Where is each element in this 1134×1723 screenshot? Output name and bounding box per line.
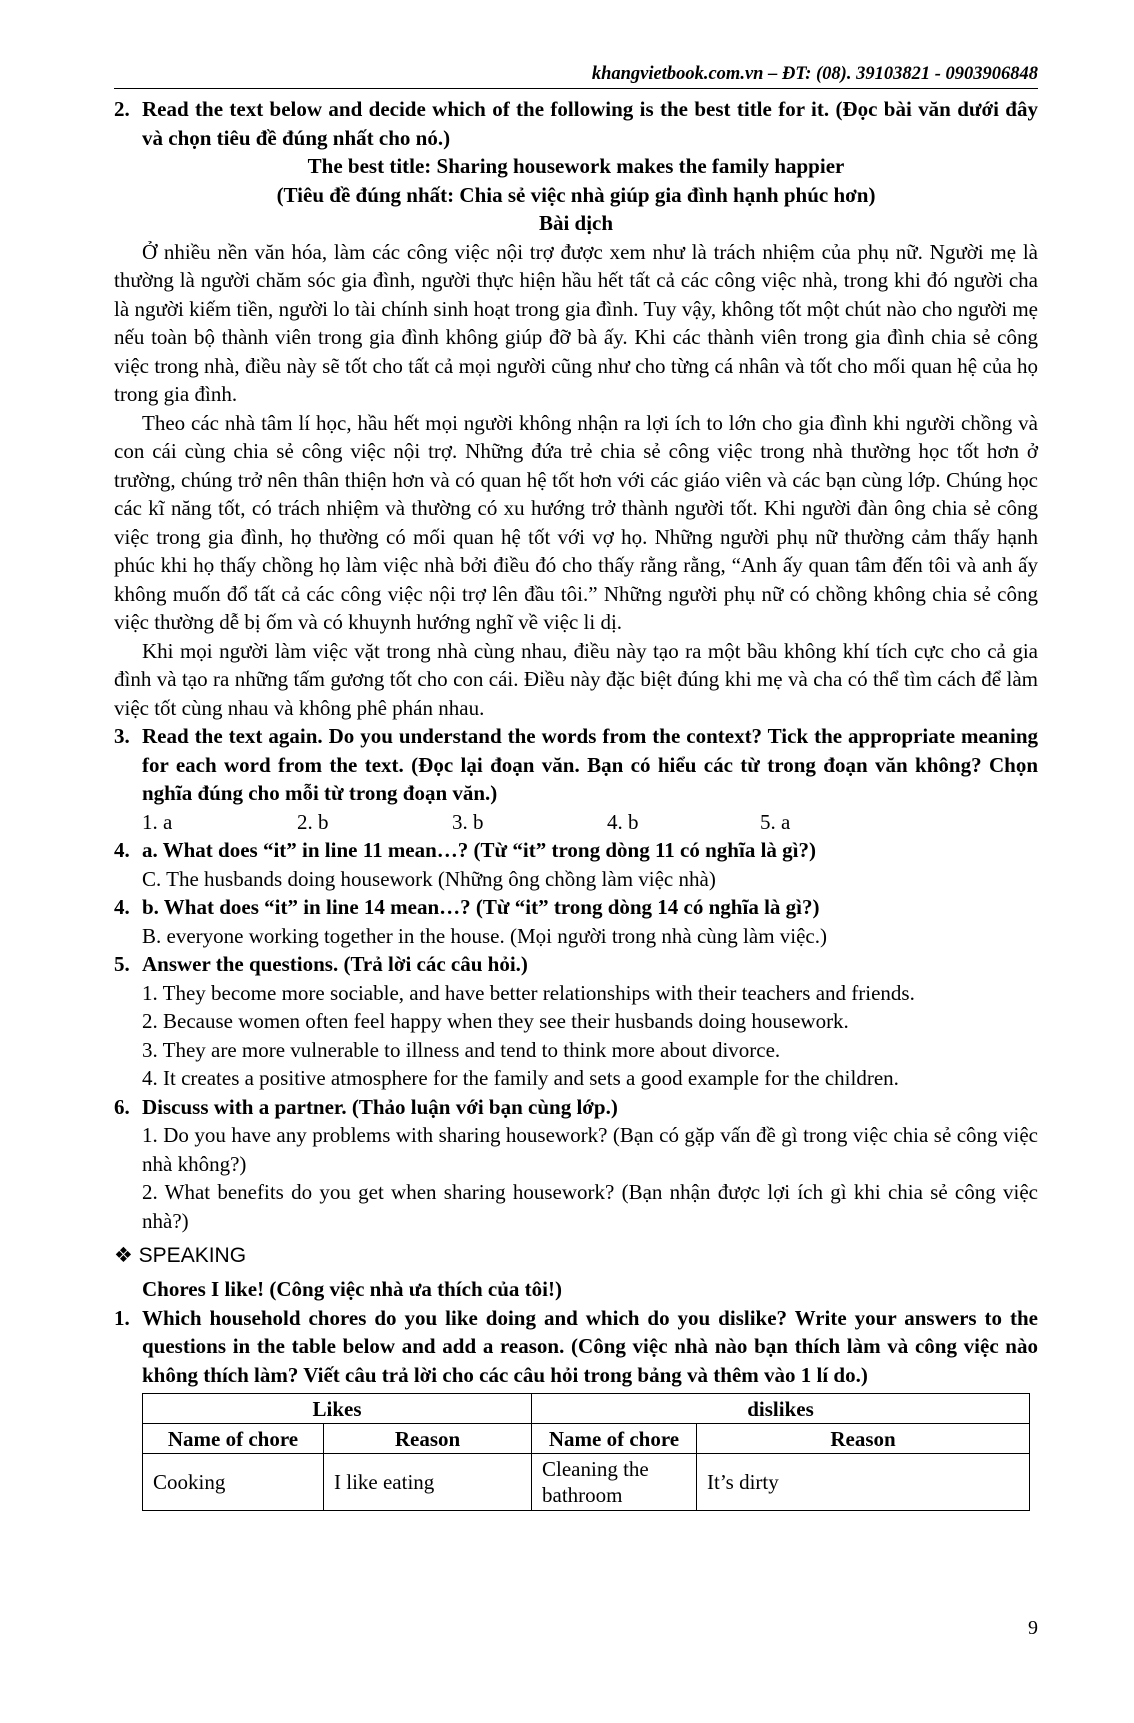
question-text: b. What does “it” in line 14 mean…? (Từ “it” trong dòng 14 có nghĩa là gì?) [142, 895, 820, 919]
answer: 1. a [142, 809, 173, 834]
table-cell: It’s dirty [697, 1454, 1030, 1511]
speaking-heading [114, 1241, 1038, 1271]
answer: 4. b [607, 809, 639, 834]
translation-heading: Bài dịch [538, 211, 614, 235]
column-header: Name of chore [532, 1424, 697, 1454]
question-text: Answer the questions. (Trả lời các câu hỏi.) [142, 952, 528, 976]
speaking-subtitle: Chores I like! (Công việc nhà ưa thích của tôi!) [142, 1277, 562, 1301]
page [114, 62, 1038, 1511]
question-text: Discuss with a partner. (Thảo luận với bạn cùng lớp.) [142, 1094, 618, 1119]
discussion-item: 1. Do you have any problems with sharing housework? (Bạn có gặp vấn đề gì trong việc chia sẻ công việc nhà không?) [142, 1123, 1038, 1176]
answer: 1. They become more sociable, and have better relationships with their teachers and friends. [142, 980, 915, 1005]
table-cell: Cooking [143, 1454, 324, 1511]
translation-paragraph-2: Theo các nhà tâm lí học, hầu hết mọi người không nhận ra lợi ích to lớn cho gia đình khi người chồng và con cái cùng chia sẻ công việc nội trợ. Những đứa trẻ chia sẻ công việc trong nhà thường học tốt hơn ở trường, chúng trở nên thân thiện hơn và có quan hệ tốt hơn với các giáo viên và các bạn cùng lớp. Chúng học các kĩ năng tốt, có trách nhiệm và thường có xu hướng trở thành người tốt. Khi người đàn ông chia sẻ công việc trong gia đình, họ thường có mối quan hệ tốt với vợ họ. Những người phụ nữ thường cảm thấy hạnh phúc khi họ thấy chồng họ làm việc nhà bởi điều đó cho thấy rằng rằng, “Anh ấy quan tâm đến tôi và anh ấy không muốn đổ tất cả các công việc nội trợ lên đầu tôi.” Những người phụ nữ có chồng không chia sẻ công việc thường dễ bị ốm và có khuynh hướng nghĩ về việc li dị. [114, 410, 1038, 634]
column-header: Name of chore [143, 1424, 324, 1454]
table-cell: Cleaning the bathroom [532, 1454, 697, 1511]
speaking-question-1 [114, 1304, 1038, 1390]
question-text: a. What does “it” in line 11 mean…? (Từ “it” trong dòng 11 có nghĩa là gì?) [142, 838, 816, 862]
question-4b [114, 893, 1038, 922]
question-text: Which household chores do you like doing and which do you dislike? Write your answers to the questions in the table below and add a reason. (Công việc nhà nào bạn thích làm và công việc nào không thích làm? Viết câu trả lời cho các câu hỏi trong bảng và thêm vào 1 lí do.) [142, 1305, 1038, 1387]
question-2 [114, 95, 1038, 152]
speaking-title: SPEAKING [138, 1244, 247, 1267]
answer: 5. a [760, 809, 791, 834]
question-number: 4. [114, 895, 130, 919]
best-title: The best title: Sharing housework makes the family happier [307, 154, 845, 178]
answer: B. everyone working together in the house. (Mọi người trong nhà cùng làm việc.) [142, 923, 827, 948]
question-number: 1. [114, 1305, 130, 1330]
question-3 [114, 722, 1038, 808]
question-6 [114, 1093, 1038, 1122]
page-number: 9 [1028, 1617, 1038, 1639]
discussion-item: 2. What benefits do you get when sharing housework? (Bạn nhận được lợi ích gì khi chia sẻ công việc nhà?) [142, 1180, 1038, 1233]
chores-table [142, 1393, 1030, 1511]
question-5 [114, 950, 1038, 979]
question-number: 2. [114, 97, 130, 121]
question-text: Read the text again. Do you understand the words from the context? Tick the appropriate meaning for each word from the text. (Đọc lại đoạn văn. Bạn có hiểu các từ trong đoạn văn không? Chọn nghĩa đúng cho mỗi từ trong đoạn văn.) [142, 724, 1038, 805]
answer: 3. They are more vulnerable to illness and tend to think more about divorce. [142, 1037, 781, 1062]
question-number: 4. [114, 838, 130, 862]
answer: 3. b [452, 809, 484, 834]
page-header: khangvietbook.com.vn – ĐT: (08). 39103821 - 0903906848 [114, 62, 1038, 89]
group-header-dislikes: dislikes [532, 1394, 1030, 1424]
question-number: 5. [114, 952, 130, 976]
q3-answers [114, 808, 1038, 837]
column-header: Reason [697, 1424, 1030, 1454]
answer: 4. It creates a positive atmosphere for the family and sets a good example for the children. [142, 1066, 899, 1090]
question-number: 3. [114, 724, 130, 748]
table-row [143, 1454, 1030, 1511]
column-header: Reason [324, 1424, 532, 1454]
question-4a [114, 836, 1038, 865]
translation-paragraph-1: Ở nhiều nền văn hóa, làm các công việc nội trợ được xem như là trách nhiệm của phụ nữ. Người mẹ là thường là người chăm sóc gia đình, người thực hiện hầu hết tất cả các công việc nhà, trong khi đó người cha là người kiếm tiền, người lo tài chính sinh hoạt trong gia đình. Tuy vậy, không tốt một chút nào cho người mẹ nếu toàn bộ thành viên trong gia đình không giúp đỡ bà ấy. Khi các thành viên trong gia đình chia sẻ công việc trong nhà, điều này sẽ tốt cho tất cả mọi người cũng như cho từng cá nhân và tốt cho mối quan hệ của họ trong gia đình. [114, 239, 1038, 406]
question-number: 6. [114, 1094, 130, 1119]
bullet-icon: ❖ [114, 1244, 133, 1267]
group-header-likes: Likes [143, 1394, 532, 1424]
answer: 2. b [297, 809, 329, 834]
table-cell: I like eating [324, 1454, 532, 1511]
answer: 2. Because women often feel happy when they see their husbands doing housework. [142, 1009, 849, 1033]
translation-paragraph-3: Khi mọi người làm việc vặt trong nhà cùng nhau, điều này tạo ra một bầu không khí tích cực cho cả gia đình và tạo ra những tấm gương tốt cho con cái. Điều này đặc biệt đúng khi mẹ và cha có thể tìm cách để làm việc tốt cùng nhau và không phê phán nhau. [114, 638, 1038, 720]
answer: C. The husbands doing housework (Những ông chồng làm việc nhà) [142, 866, 716, 891]
question-text: Read the text below and decide which of the following is the best title for it. (Đọc bài văn dưới đây và chọn tiêu đề đúng nhất cho nó.) [142, 97, 1038, 150]
best-title-vi: (Tiêu đề đúng nhất: Chia sẻ việc nhà giúp gia đình hạnh phúc hơn) [276, 182, 876, 207]
